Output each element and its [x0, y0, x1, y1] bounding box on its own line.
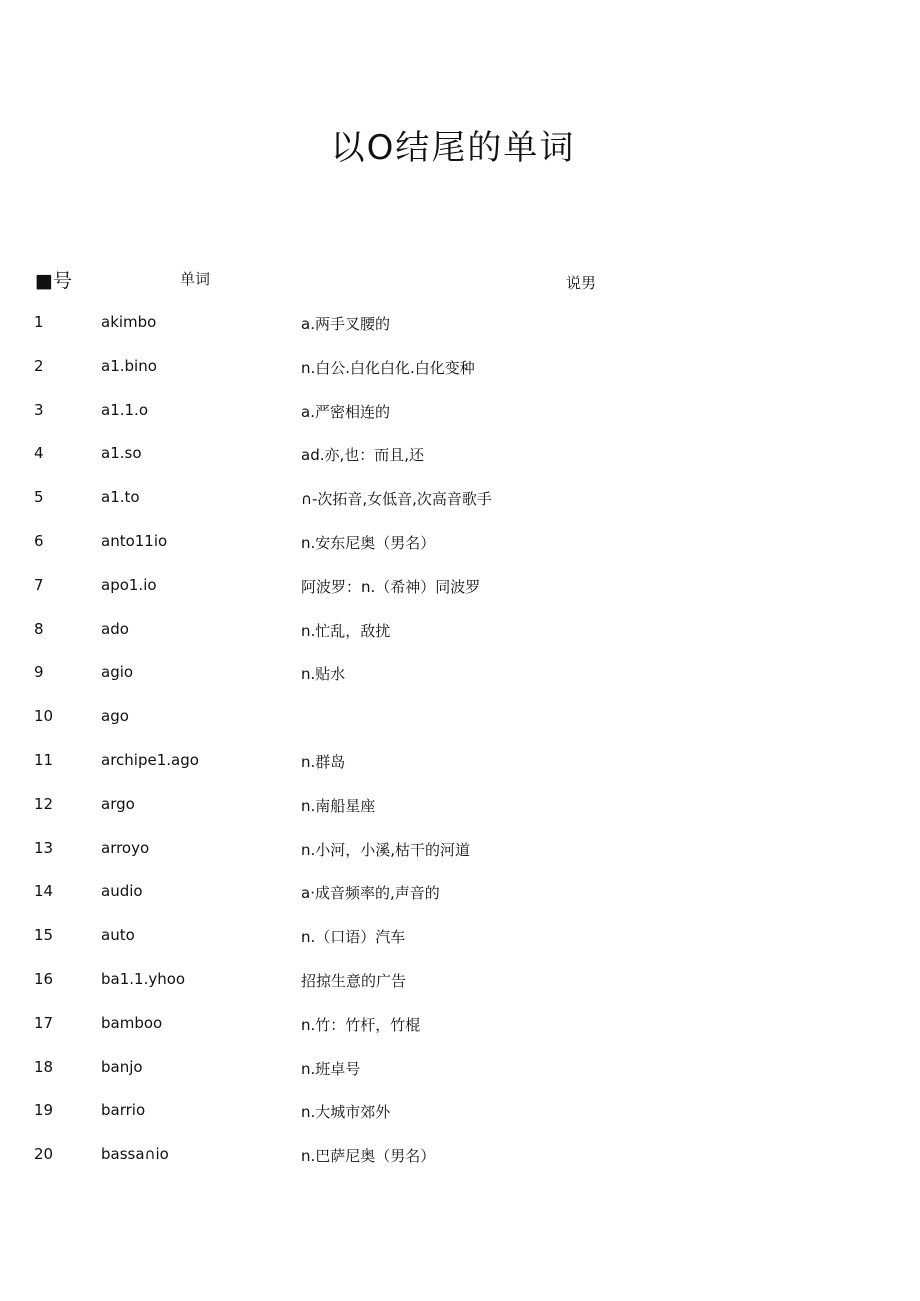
table-row: [0, 485, 920, 529]
row-number: 16: [34, 969, 54, 988]
row-word: a1.1.o: [101, 400, 148, 419]
table-row: [0, 704, 920, 748]
table-row: [0, 967, 920, 1011]
row-word: bamboo: [101, 1013, 163, 1032]
word-table: [0, 310, 920, 1186]
table-row: [0, 923, 920, 967]
row-word: auto: [101, 926, 135, 945]
row-description: n.班卓号: [301, 1059, 361, 1078]
row-word: ado: [101, 619, 129, 638]
row-number: 20: [34, 1145, 54, 1164]
row-word: a1.bino: [101, 356, 157, 375]
table-row: [0, 529, 920, 573]
row-number: 13: [34, 838, 54, 857]
row-word: arroyo: [101, 838, 150, 857]
table-row: [0, 1098, 920, 1142]
row-description: n.竹：竹杆，竹棍: [301, 1015, 421, 1034]
row-description: a.两手叉腰的: [301, 315, 390, 333]
row-word: audio: [101, 882, 143, 901]
row-number: 2: [34, 356, 44, 375]
table-row: [0, 748, 920, 792]
row-number: 18: [34, 1057, 54, 1076]
row-word: bassa∩io: [101, 1145, 169, 1164]
row-description: 阿波罗：n.（希神）同波罗: [301, 577, 481, 596]
page-title: 以O结尾的单词: [330, 128, 576, 168]
table-row: [0, 573, 920, 617]
row-description: n.巴萨尼奥（男名）: [301, 1147, 436, 1166]
table-row: [0, 398, 920, 442]
table-row: [0, 1011, 920, 1055]
table-row: [0, 792, 920, 836]
row-number: 1: [34, 313, 44, 331]
row-word: agio: [101, 663, 134, 682]
row-number: 15: [34, 926, 54, 945]
row-word: ba1.1.yhoo: [101, 969, 186, 988]
row-number: 19: [34, 1101, 54, 1120]
table-row: [0, 660, 920, 704]
table-row: [0, 836, 920, 880]
row-number: 3: [34, 400, 44, 419]
row-number: 10: [34, 707, 54, 726]
row-word: ago: [101, 707, 129, 726]
row-description: n.安东尼奥（男名）: [301, 533, 436, 552]
row-description: n.忙乱，敌扰: [301, 621, 391, 640]
row-number: 17: [34, 1013, 54, 1032]
row-number: 5: [34, 488, 44, 507]
row-word: archipe1.ago: [101, 750, 199, 769]
row-description: n.白公.白化白化.白化变种: [301, 358, 475, 377]
row-number: 4: [34, 444, 44, 463]
row-number: 8: [34, 619, 44, 638]
row-description: n.（口语）汽车: [301, 928, 406, 947]
row-number: 9: [34, 663, 44, 682]
row-word: anto11io: [101, 531, 168, 550]
row-number: 6: [34, 531, 44, 550]
row-word: a1.so: [101, 444, 142, 463]
row-number: 14: [34, 882, 54, 901]
row-word: argo: [101, 794, 135, 813]
row-description: n.小河，小溪,枯干的河道: [301, 840, 471, 859]
row-word: banjo: [101, 1057, 143, 1076]
row-description: 招掠生意的广告: [301, 971, 407, 990]
column-header-word: 单词: [180, 270, 211, 288]
table-row: [0, 879, 920, 923]
table-row: [0, 310, 920, 354]
row-description: ad.亦,也：而且,还: [301, 446, 425, 465]
row-description: a.严密相连的: [301, 402, 390, 421]
row-word: akimbo: [101, 313, 157, 331]
row-description: ∩-次拓音,女低音,次高音歌手: [301, 490, 492, 509]
row-number: 7: [34, 575, 44, 594]
row-description: n.群岛: [301, 752, 346, 771]
table-row: [0, 354, 920, 398]
row-description: n.南船星座: [301, 796, 376, 815]
row-word: barrio: [101, 1101, 146, 1120]
row-number: 12: [34, 794, 54, 813]
table-row: [0, 1055, 920, 1099]
row-number: 11: [34, 750, 54, 769]
row-description: a·成音频率的,声音的: [301, 884, 440, 903]
column-header-description: 说男: [566, 274, 597, 292]
row-description: n.贴水: [301, 665, 346, 684]
table-row: [0, 441, 920, 485]
table-row: [0, 617, 920, 661]
row-word: a1.to: [101, 488, 140, 507]
column-header-number: ■号: [35, 270, 72, 292]
row-word: apo1.io: [101, 575, 157, 594]
row-description: n.大城市郊外: [301, 1103, 391, 1122]
table-row: [0, 1142, 920, 1186]
